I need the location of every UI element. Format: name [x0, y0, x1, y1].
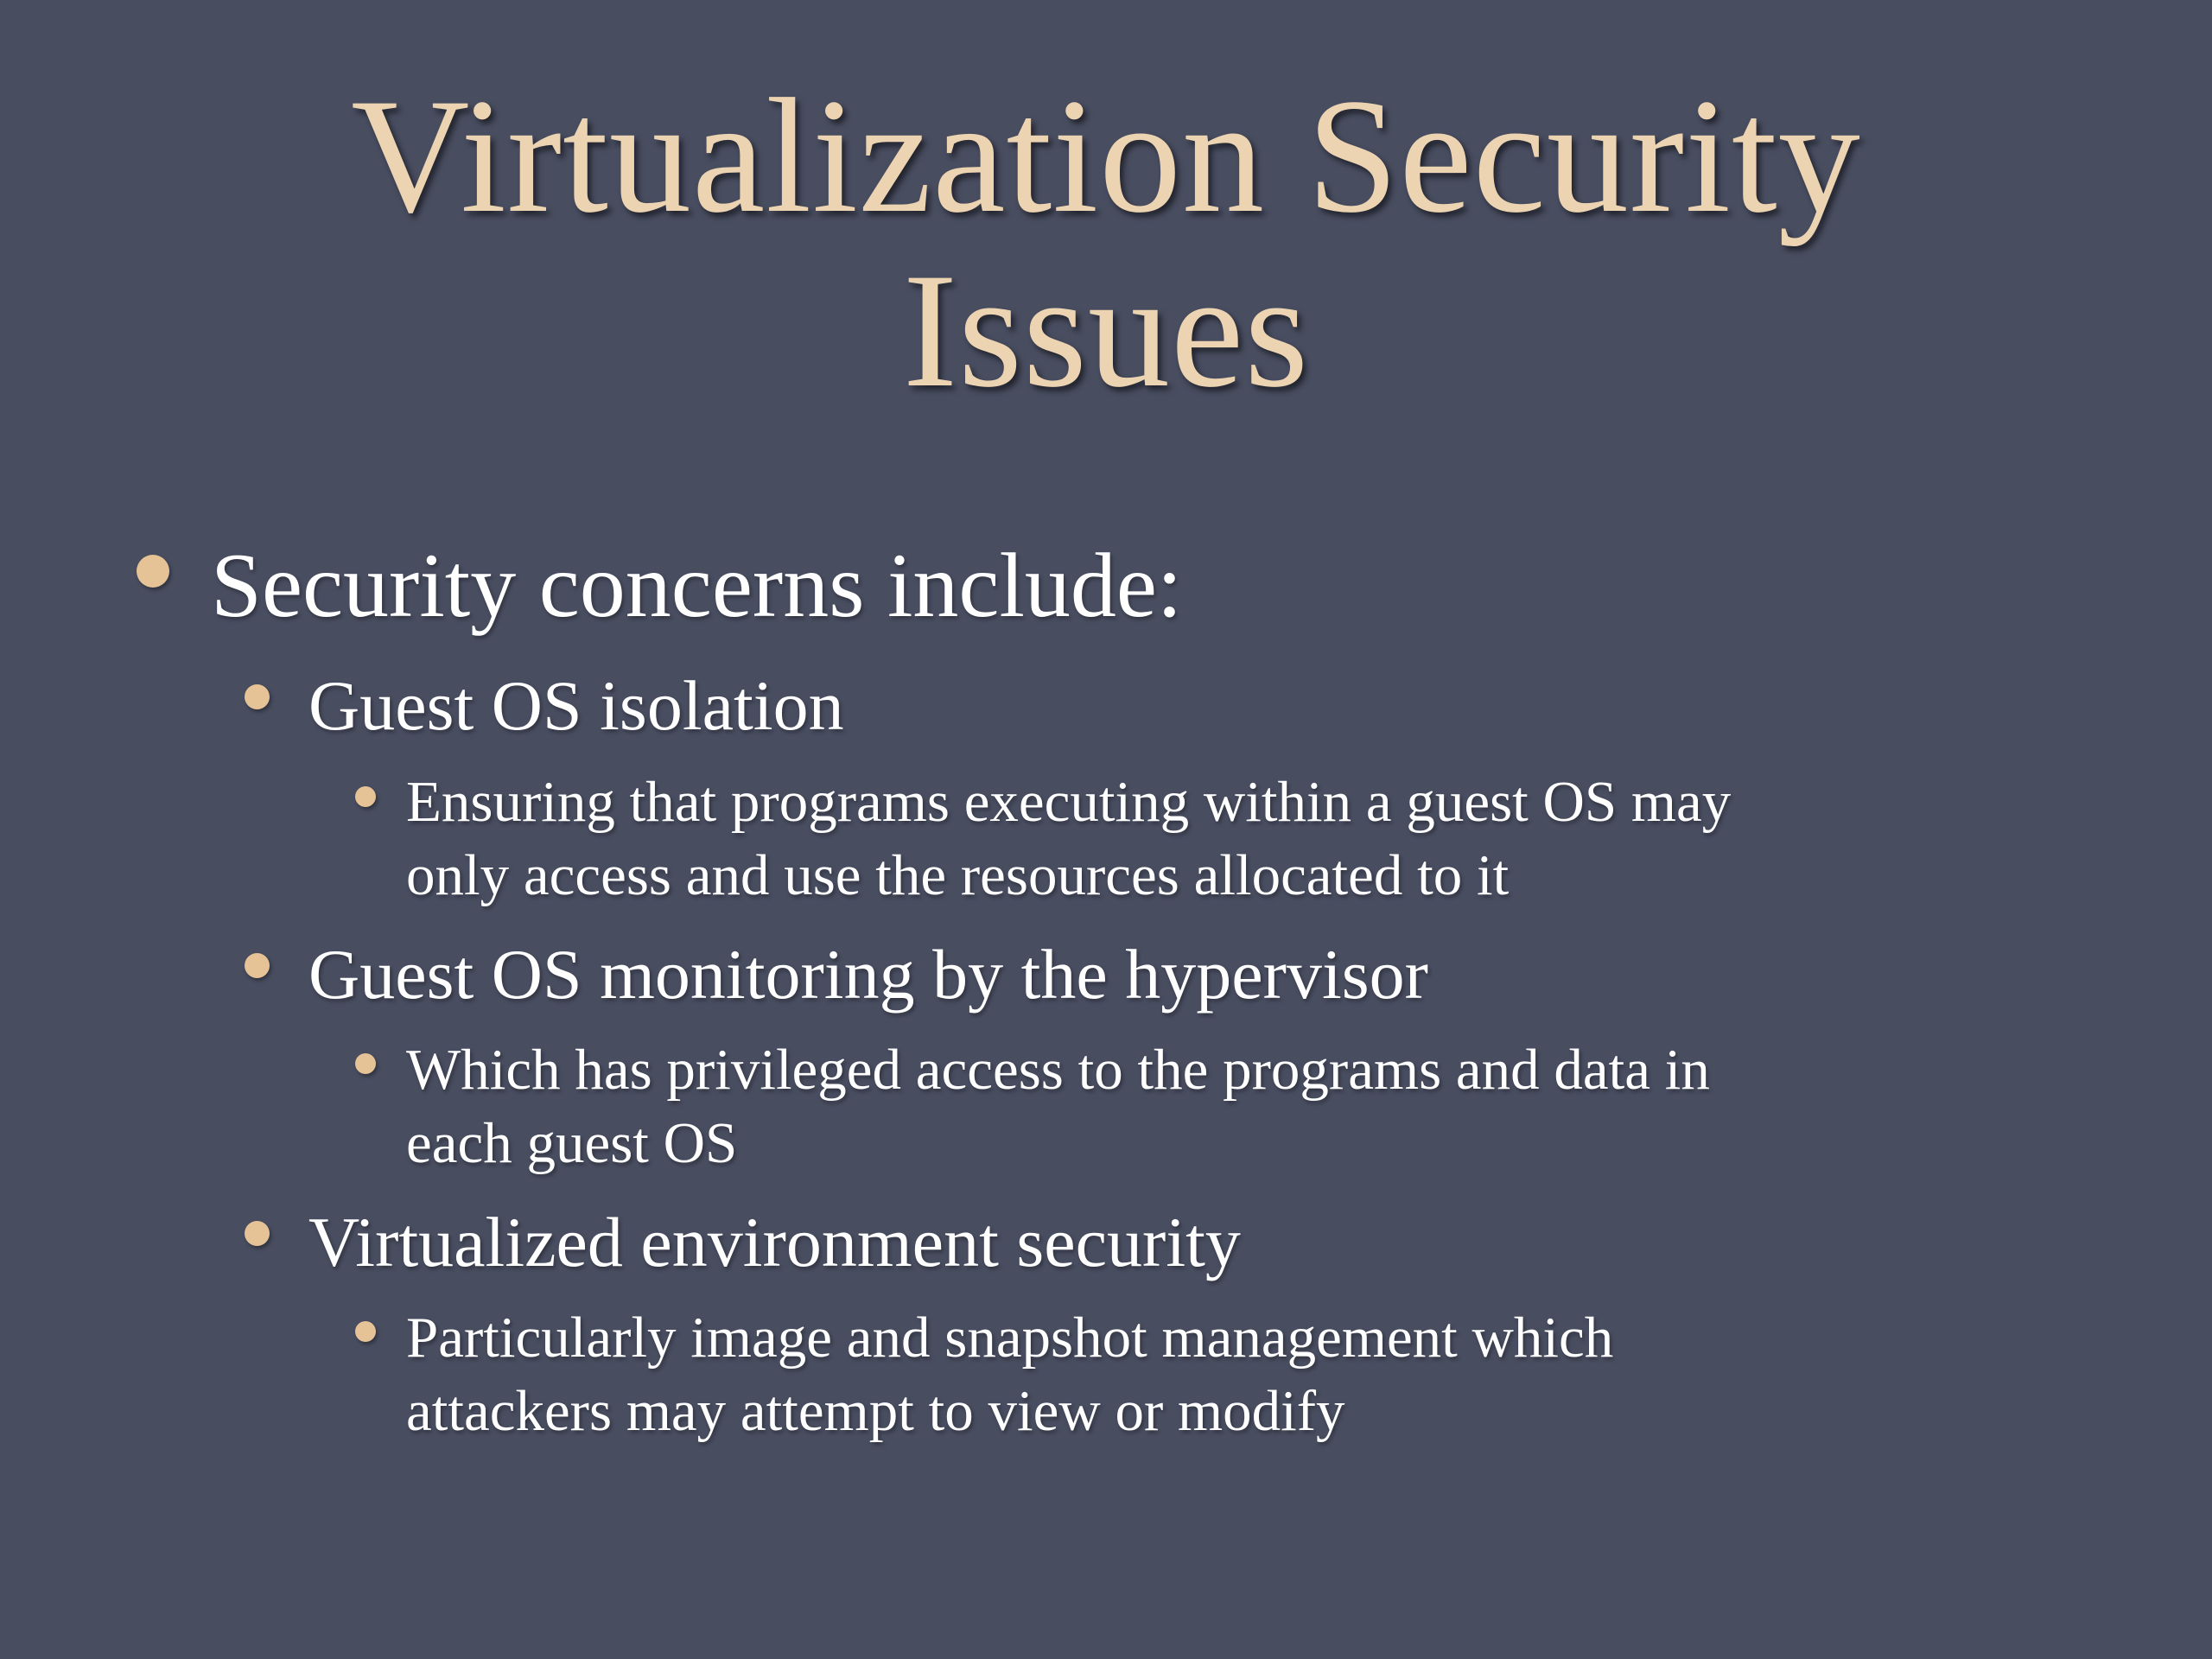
bullet-item-1-sub-line-2: only access and use the resources allocated to it	[406, 843, 1510, 907]
bullet-dot-icon	[245, 953, 270, 978]
bullet-item-2-sub-line-1: Which has privileged access to the programs and data in	[406, 1038, 1710, 1102]
bullet-item-3-sub-line-1: Particularly image and snapshot management which	[406, 1306, 1614, 1370]
slide-title-line-2: Issues	[902, 240, 1310, 422]
bullet-dot-icon	[355, 1321, 376, 1342]
bullet-dot-icon	[245, 684, 270, 709]
bullet-dot-icon	[245, 1221, 270, 1246]
bullet-item-3: Virtualized environment security	[308, 1203, 1241, 1281]
bullet-item-1: Guest OS isolation	[308, 666, 844, 745]
bullet-dot-icon	[355, 786, 376, 807]
bullet-dot-icon	[355, 1053, 376, 1074]
bullet-main: Security concerns include:	[211, 535, 1183, 636]
bullet-item-1-sub-line-1: Ensuring that programs executing within a guest OS may	[406, 770, 1732, 834]
slide-title-line-1: Virtualization Security	[351, 66, 1861, 247]
bullet-item-2: Guest OS monitoring by the hypervisor	[308, 935, 1428, 1014]
bullet-item-3-sub-line-2: attackers may attempt to view or modify	[406, 1379, 1345, 1443]
bullet-dot-icon	[137, 555, 169, 588]
bullet-item-2-sub-line-2: each guest OS	[406, 1111, 738, 1175]
